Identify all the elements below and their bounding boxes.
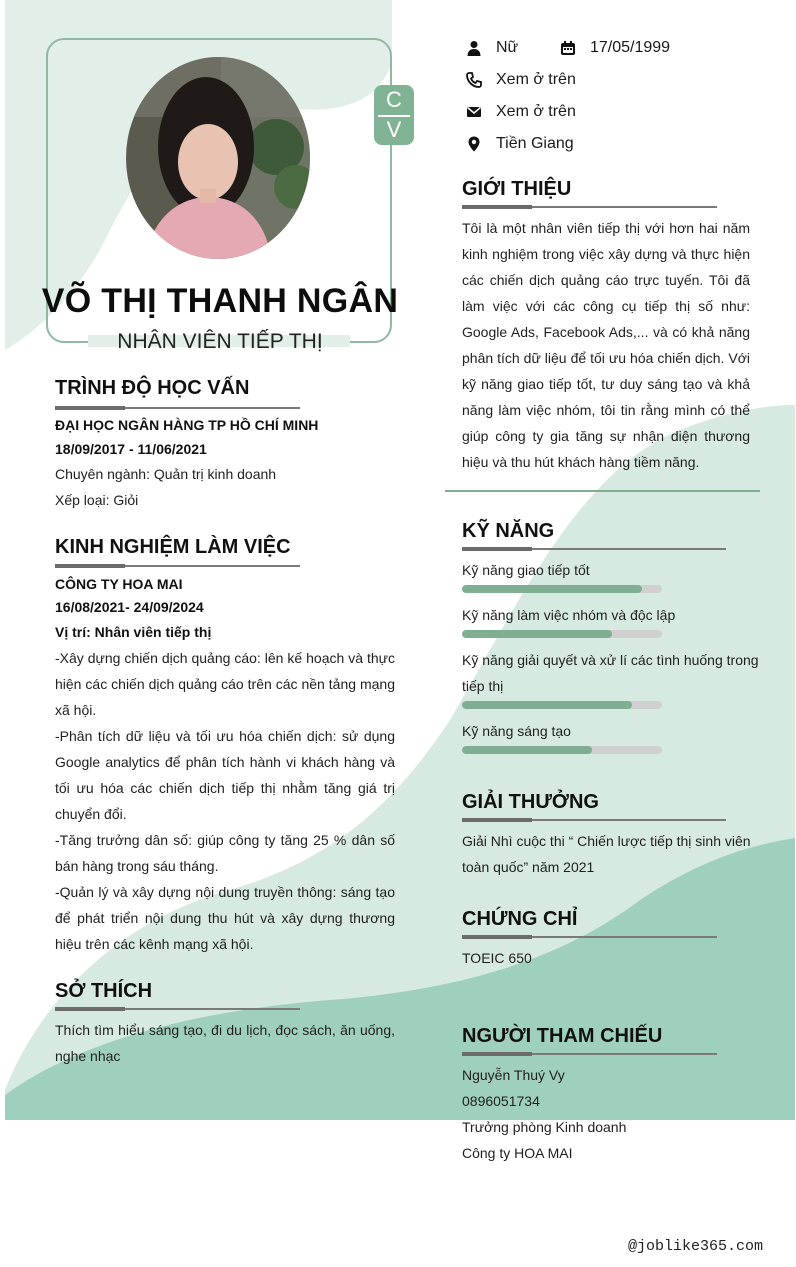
cv-badge-bottom: V: [386, 117, 402, 142]
phone-value: Xem ở trên: [496, 71, 576, 88]
education-title: TRÌNH ĐỘ HỌC VẤN: [55, 377, 250, 399]
certificates-title: CHỨNG CHỈ: [462, 908, 578, 930]
reference-company: Công ty HOA MAI: [462, 1145, 573, 1161]
experience-title: KINH NGHIỆM LÀM VIỆC: [55, 536, 291, 558]
phone-icon: [466, 72, 482, 88]
skill-label: Kỹ năng giải quyết và xử lí các tình huống trong tiếp thị: [462, 652, 759, 694]
experience-bullet: -Quản lý và xây dựng nội dung truyền thông: sáng tạo để phát triển nội dung thu hút và xây dựng thương hiệu trên các kênh mạng xã hội.: [55, 884, 395, 952]
skill-label: Kỹ năng giao tiếp tốt: [462, 562, 590, 578]
email-value: Xem ở trên: [496, 103, 576, 120]
location-pin-icon: [466, 136, 482, 152]
cv-badge: [374, 85, 414, 145]
experience-position: Vị trí: Nhân viên tiếp thị: [55, 624, 212, 640]
contact-address: [466, 132, 574, 156]
email-icon: [466, 104, 482, 120]
skill-bar: [462, 746, 662, 754]
experience-bullet: -Tăng trưởng dân số: giúp công ty tăng 25 % dân số bán hàng trong sáu tháng.: [55, 832, 395, 874]
profile-photo: [126, 57, 310, 259]
hobbies-title: SỞ THÍCH: [55, 980, 153, 1002]
candidate-name: VÕ THỊ THANH NGÂN: [41, 282, 399, 320]
candidate-role: NHÂN VIÊN TIẾP THỊ: [117, 330, 323, 353]
awards-rule: [462, 819, 726, 821]
references-rule: [462, 1053, 717, 1055]
skill-bar-fill: [462, 701, 632, 709]
section-divider: [445, 490, 760, 492]
hobbies-text: Thích tìm hiểu sáng tạo, đi du lịch, đọc sách, ăn uống, nghe nhạc: [55, 1022, 395, 1064]
intro-title: GIỚI THIỆU: [462, 178, 572, 200]
skill-bar: [462, 630, 662, 638]
contact-email: [466, 100, 576, 124]
skill-bar-fill: [462, 630, 612, 638]
awards-text: Giải Nhì cuộc thi “ Chiến lược tiếp thị sinh viên toàn quốc” năm 2021: [462, 833, 751, 875]
experience-bullet: -Phân tích dữ liệu và tối ưu hóa chiến dịch: sử dụng Google analytics để phân tích hành vi khách hàng và tối ưu hóa các chiến dịch tiếp thị nhằm tăng giá trị chuyển đổi.: [55, 728, 395, 822]
skill-bar: [462, 585, 662, 593]
cv-badge-line: [378, 115, 410, 117]
reference-name: Nguyễn Thuý Vy: [462, 1067, 565, 1083]
education-period: 18/09/2017 - 11/06/2021: [55, 441, 207, 457]
skills-title: KỸ NĂNG: [462, 520, 555, 542]
birthday-value: 17/05/1999: [590, 39, 671, 56]
reference-phone: 0896051734: [462, 1093, 540, 1109]
skill-label: Kỹ năng sáng tạo: [462, 723, 571, 739]
contact-phone: [466, 68, 576, 92]
certificates-rule: [462, 936, 717, 938]
skill-label: Kỹ năng làm việc nhóm và độc lập: [462, 607, 676, 623]
certificates-text: TOEIC 650: [462, 950, 532, 966]
skill-bar: [462, 701, 662, 709]
intro-rule: [462, 206, 717, 208]
education-grade: Xếp loại: Giỏi: [55, 492, 139, 508]
experience-rule: [55, 565, 300, 567]
hobbies-rule: [55, 1008, 300, 1010]
person-icon: [466, 40, 482, 56]
calendar-icon: [560, 40, 576, 56]
contact-gender: [466, 36, 670, 60]
watermark: @joblike365.com: [627, 1238, 763, 1255]
skills-rule: [462, 548, 726, 550]
gender-value: Nữ: [496, 39, 519, 56]
education-rule: [55, 407, 300, 409]
address-value: Tiền Giang: [496, 135, 574, 152]
skill-bar-fill: [462, 746, 592, 754]
education-school: ĐẠI HỌC NGÂN HÀNG TP HỒ CHÍ MINH: [55, 417, 319, 433]
experience-period: 16/08/2021- 24/09/2024: [55, 599, 204, 615]
intro-text: Tôi là một nhân viên tiếp thị với hơn hai năm kinh nghiệm trong việc xây dựng và thực hiện các chiến dịch quảng cáo trực tuyến. Tôi đã làm việc với các công cụ tiếp thị số như: Google Ads, Facebook Ads,... và có khả năng phân tích dữ liệu để tối ưu hóa chiến dịch. Với kỹ năng giao tiếp tốt, tư duy sáng tạo và khả năng làm việc nhóm, tôi tin rằng mình có thể giúp công ty gia tăng sự nhận diện thương hiệu và thu hút khách hàng tiềm năng.: [462, 220, 750, 470]
cv-badge-top: C: [386, 87, 402, 112]
skill-bar-fill: [462, 585, 642, 593]
education-major: Chuyên ngành: Quản trị kinh doanh: [55, 466, 277, 482]
references-title: NGƯỜI THAM CHIẾU: [462, 1025, 663, 1047]
reference-position: Trưởng phòng Kinh doanh: [462, 1119, 627, 1135]
experience-company: CÔNG TY HOA MAI: [55, 576, 183, 592]
experience-bullet: -Xây dựng chiến dịch quảng cáo: lên kế hoạch và thực hiện các chiến dịch quảng cáo trên các nền tảng mạng xã hội.: [55, 650, 395, 718]
awards-title: GIẢI THƯỞNG: [462, 791, 599, 813]
